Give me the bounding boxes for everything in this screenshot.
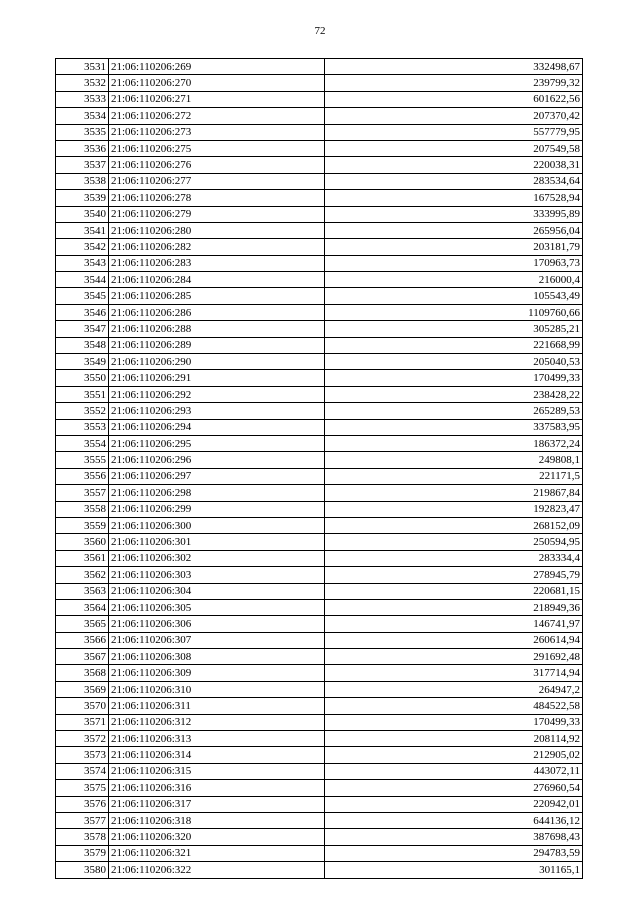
table-row xyxy=(56,517,583,533)
table-row xyxy=(56,272,583,288)
cadastral-number-cell: 21:06:110206:294 xyxy=(109,419,325,435)
cadastral-value-cell: 238428,22 xyxy=(325,386,583,402)
row-number-cell: 3571 xyxy=(56,714,109,730)
row-number-cell: 3555 xyxy=(56,452,109,468)
cadastral-value-cell: 305285,21 xyxy=(325,321,583,337)
row-number-cell: 3531 xyxy=(56,59,109,75)
table-row xyxy=(56,829,583,845)
cadastral-number-cell: 21:06:110206:276 xyxy=(109,157,325,173)
cadastral-value-cell: 219867,84 xyxy=(325,485,583,501)
table-row xyxy=(56,288,583,304)
table-row xyxy=(56,255,583,271)
cadastral-number-cell: 21:06:110206:275 xyxy=(109,140,325,156)
cadastral-number-cell: 21:06:110206:290 xyxy=(109,354,325,370)
cadastral-number-cell: 21:06:110206:300 xyxy=(109,517,325,533)
cadastral-value-cell: 249808,1 xyxy=(325,452,583,468)
cadastral-number-cell: 21:06:110206:315 xyxy=(109,763,325,779)
table-row xyxy=(56,796,583,812)
table-row xyxy=(56,862,583,878)
row-number-cell: 3538 xyxy=(56,173,109,189)
cadastral-number-cell: 21:06:110206:278 xyxy=(109,190,325,206)
row-number-cell: 3542 xyxy=(56,239,109,255)
cadastral-number-cell: 21:06:110206:321 xyxy=(109,845,325,861)
table-row xyxy=(56,140,583,156)
table-row xyxy=(56,812,583,828)
cadastral-value-cell: 105543,49 xyxy=(325,288,583,304)
cadastral-value-cell: 218949,36 xyxy=(325,599,583,615)
row-number-cell: 3539 xyxy=(56,190,109,206)
row-number-cell: 3552 xyxy=(56,403,109,419)
cadastral-number-cell: 21:06:110206:292 xyxy=(109,386,325,402)
row-number-cell: 3580 xyxy=(56,862,109,878)
table-row xyxy=(56,468,583,484)
table-row xyxy=(56,354,583,370)
cadastral-number-cell: 21:06:110206:270 xyxy=(109,75,325,91)
cadastral-value-cell: 207370,42 xyxy=(325,108,583,124)
cadastral-value-cell: 317714,94 xyxy=(325,665,583,681)
row-number-cell: 3564 xyxy=(56,599,109,615)
row-number-cell: 3576 xyxy=(56,796,109,812)
table-row xyxy=(56,763,583,779)
cadastral-value-cell: 268152,09 xyxy=(325,517,583,533)
cadastral-value-cell: 192823,47 xyxy=(325,501,583,517)
cadastral-number-cell: 21:06:110206:283 xyxy=(109,255,325,271)
cadastral-value-cell: 265289,53 xyxy=(325,403,583,419)
table-row xyxy=(56,616,583,632)
cadastral-value-cell: 250594,95 xyxy=(325,534,583,550)
cadastral-number-cell: 21:06:110206:307 xyxy=(109,632,325,648)
cadastral-number-cell: 21:06:110206:279 xyxy=(109,206,325,222)
table-row xyxy=(56,173,583,189)
table-row xyxy=(56,403,583,419)
cadastral-value-cell: 167528,94 xyxy=(325,190,583,206)
table-row xyxy=(56,681,583,697)
cadastral-number-cell: 21:06:110206:317 xyxy=(109,796,325,812)
table-row xyxy=(56,222,583,238)
table-row xyxy=(56,714,583,730)
table-row xyxy=(56,501,583,517)
cadastral-value-cell: 278945,79 xyxy=(325,567,583,583)
table-row xyxy=(56,698,583,714)
row-number-cell: 3573 xyxy=(56,747,109,763)
row-number-cell: 3545 xyxy=(56,288,109,304)
cadastral-value-cell: 146741,97 xyxy=(325,616,583,632)
cadastral-number-cell: 21:06:110206:285 xyxy=(109,288,325,304)
row-number-cell: 3537 xyxy=(56,157,109,173)
cadastral-number-cell: 21:06:110206:305 xyxy=(109,599,325,615)
table-row xyxy=(56,599,583,615)
cadastral-number-cell: 21:06:110206:280 xyxy=(109,222,325,238)
cadastral-number-cell: 21:06:110206:306 xyxy=(109,616,325,632)
row-number-cell: 3570 xyxy=(56,698,109,714)
row-number-cell: 3563 xyxy=(56,583,109,599)
cadastral-number-cell: 21:06:110206:295 xyxy=(109,435,325,451)
cadastral-value-cell: 170499,33 xyxy=(325,714,583,730)
row-number-cell: 3536 xyxy=(56,140,109,156)
table-row xyxy=(56,452,583,468)
cadastral-number-cell: 21:06:110206:302 xyxy=(109,550,325,566)
cadastral-number-cell: 21:06:110206:273 xyxy=(109,124,325,140)
cadastral-number-cell: 21:06:110206:313 xyxy=(109,731,325,747)
cadastral-number-cell: 21:06:110206:277 xyxy=(109,173,325,189)
cadastral-number-cell: 21:06:110206:311 xyxy=(109,698,325,714)
row-number-cell: 3556 xyxy=(56,468,109,484)
cadastral-number-cell: 21:06:110206:316 xyxy=(109,780,325,796)
table-row xyxy=(56,321,583,337)
table-row xyxy=(56,337,583,353)
row-number-cell: 3550 xyxy=(56,370,109,386)
row-number-cell: 3569 xyxy=(56,681,109,697)
table-row xyxy=(56,649,583,665)
cadastral-value-cell: 186372,24 xyxy=(325,435,583,451)
row-number-cell: 3540 xyxy=(56,206,109,222)
row-number-cell: 3577 xyxy=(56,812,109,828)
row-number-cell: 3560 xyxy=(56,534,109,550)
table-row xyxy=(56,59,583,75)
table-row xyxy=(56,386,583,402)
cadastral-value-cell: 276960,54 xyxy=(325,780,583,796)
row-number-cell: 3565 xyxy=(56,616,109,632)
cadastral-number-cell: 21:06:110206:314 xyxy=(109,747,325,763)
row-number-cell: 3559 xyxy=(56,517,109,533)
table-row xyxy=(56,239,583,255)
row-number-cell: 3557 xyxy=(56,485,109,501)
row-number-cell: 3575 xyxy=(56,780,109,796)
row-number-cell: 3546 xyxy=(56,304,109,320)
cadastral-number-cell: 21:06:110206:309 xyxy=(109,665,325,681)
table-row xyxy=(56,435,583,451)
row-number-cell: 3554 xyxy=(56,435,109,451)
table-row xyxy=(56,124,583,140)
cadastral-number-cell: 21:06:110206:303 xyxy=(109,567,325,583)
cadastral-number-cell: 21:06:110206:269 xyxy=(109,59,325,75)
row-number-cell: 3551 xyxy=(56,386,109,402)
table-row xyxy=(56,108,583,124)
cadastral-value-cell: 220681,15 xyxy=(325,583,583,599)
cadastral-number-cell: 21:06:110206:322 xyxy=(109,862,325,878)
cadastral-number-cell: 21:06:110206:299 xyxy=(109,501,325,517)
cadastral-value-cell: 208114,92 xyxy=(325,731,583,747)
cadastral-number-cell: 21:06:110206:296 xyxy=(109,452,325,468)
table-row xyxy=(56,550,583,566)
page-number: 72 xyxy=(314,25,326,37)
row-number-cell: 3543 xyxy=(56,255,109,271)
cadastral-value-cell: 265956,04 xyxy=(325,222,583,238)
cadastral-value-cell: 203181,79 xyxy=(325,239,583,255)
table-row xyxy=(56,157,583,173)
row-number-cell: 3533 xyxy=(56,91,109,107)
row-number-cell: 3553 xyxy=(56,419,109,435)
row-number-cell: 3544 xyxy=(56,272,109,288)
row-number-cell: 3579 xyxy=(56,845,109,861)
table-row xyxy=(56,304,583,320)
row-number-cell: 3568 xyxy=(56,665,109,681)
cadastral-value-cell: 283334,4 xyxy=(325,550,583,566)
cadastral-number-cell: 21:06:110206:310 xyxy=(109,681,325,697)
table-body xyxy=(56,59,583,879)
cadastral-value-cell: 484522,58 xyxy=(325,698,583,714)
cadastral-value-cell: 301165,1 xyxy=(325,862,583,878)
cadastral-number-cell: 21:06:110206:291 xyxy=(109,370,325,386)
cadastral-value-cell: 332498,67 xyxy=(325,59,583,75)
cadastral-number-cell: 21:06:110206:304 xyxy=(109,583,325,599)
table-row xyxy=(56,665,583,681)
row-number-cell: 3558 xyxy=(56,501,109,517)
table-row xyxy=(56,780,583,796)
cadastral-number-cell: 21:06:110206:293 xyxy=(109,403,325,419)
cadastral-number-cell: 21:06:110206:282 xyxy=(109,239,325,255)
cadastral-value-cell: 260614,94 xyxy=(325,632,583,648)
cadastral-value-cell: 205040,53 xyxy=(325,354,583,370)
cadastral-value-cell: 557779,95 xyxy=(325,124,583,140)
row-number-cell: 3562 xyxy=(56,567,109,583)
cadastral-value-cell: 283534,64 xyxy=(325,173,583,189)
cadastral-number-cell: 21:06:110206:298 xyxy=(109,485,325,501)
row-number-cell: 3549 xyxy=(56,354,109,370)
table-row xyxy=(56,731,583,747)
row-number-cell: 3534 xyxy=(56,108,109,124)
cadastral-value-cell: 220038,31 xyxy=(325,157,583,173)
cadastral-number-cell: 21:06:110206:312 xyxy=(109,714,325,730)
row-number-cell: 3541 xyxy=(56,222,109,238)
table-row xyxy=(56,91,583,107)
cadastre-value-table xyxy=(55,58,583,879)
row-number-cell: 3535 xyxy=(56,124,109,140)
row-number-cell: 3561 xyxy=(56,550,109,566)
table-row xyxy=(56,845,583,861)
table-row xyxy=(56,190,583,206)
row-number-cell: 3566 xyxy=(56,632,109,648)
cadastral-number-cell: 21:06:110206:297 xyxy=(109,468,325,484)
table-row xyxy=(56,419,583,435)
table-row xyxy=(56,485,583,501)
table-row xyxy=(56,534,583,550)
cadastral-value-cell: 291692,48 xyxy=(325,649,583,665)
table-row xyxy=(56,567,583,583)
table-row xyxy=(56,206,583,222)
cadastral-number-cell: 21:06:110206:284 xyxy=(109,272,325,288)
table-row xyxy=(56,747,583,763)
row-number-cell: 3532 xyxy=(56,75,109,91)
cadastral-value-cell: 221668,99 xyxy=(325,337,583,353)
cadastral-value-cell: 216000,4 xyxy=(325,272,583,288)
cadastral-value-cell: 387698,43 xyxy=(325,829,583,845)
cadastral-number-cell: 21:06:110206:320 xyxy=(109,829,325,845)
row-number-cell: 3567 xyxy=(56,649,109,665)
table-row xyxy=(56,632,583,648)
cadastral-value-cell: 333995,89 xyxy=(325,206,583,222)
cadastral-value-cell: 1109760,66 xyxy=(325,304,583,320)
cadastral-number-cell: 21:06:110206:289 xyxy=(109,337,325,353)
cadastral-value-cell: 207549,58 xyxy=(325,140,583,156)
cadastral-number-cell: 21:06:110206:286 xyxy=(109,304,325,320)
cadastral-value-cell: 221171,5 xyxy=(325,468,583,484)
cadastral-value-cell: 239799,32 xyxy=(325,75,583,91)
cadastral-value-cell: 337583,95 xyxy=(325,419,583,435)
cadastral-value-cell: 443072,11 xyxy=(325,763,583,779)
row-number-cell: 3572 xyxy=(56,731,109,747)
row-number-cell: 3547 xyxy=(56,321,109,337)
table-row xyxy=(56,370,583,386)
cadastral-value-cell: 601622,56 xyxy=(325,91,583,107)
cadastral-number-cell: 21:06:110206:272 xyxy=(109,108,325,124)
cadastral-value-cell: 294783,59 xyxy=(325,845,583,861)
cadastral-number-cell: 21:06:110206:308 xyxy=(109,649,325,665)
table-row xyxy=(56,75,583,91)
cadastral-value-cell: 644136,12 xyxy=(325,812,583,828)
cadastral-value-cell: 264947,2 xyxy=(325,681,583,697)
cadastral-value-cell: 212905,02 xyxy=(325,747,583,763)
cadastral-number-cell: 21:06:110206:271 xyxy=(109,91,325,107)
row-number-cell: 3548 xyxy=(56,337,109,353)
row-number-cell: 3574 xyxy=(56,763,109,779)
cadastral-value-cell: 170963,73 xyxy=(325,255,583,271)
cadastral-value-cell: 220942,01 xyxy=(325,796,583,812)
table-row xyxy=(56,583,583,599)
row-number-cell: 3578 xyxy=(56,829,109,845)
cadastral-number-cell: 21:06:110206:288 xyxy=(109,321,325,337)
cadastral-value-cell: 170499,33 xyxy=(325,370,583,386)
cadastral-number-cell: 21:06:110206:318 xyxy=(109,812,325,828)
cadastral-number-cell: 21:06:110206:301 xyxy=(109,534,325,550)
